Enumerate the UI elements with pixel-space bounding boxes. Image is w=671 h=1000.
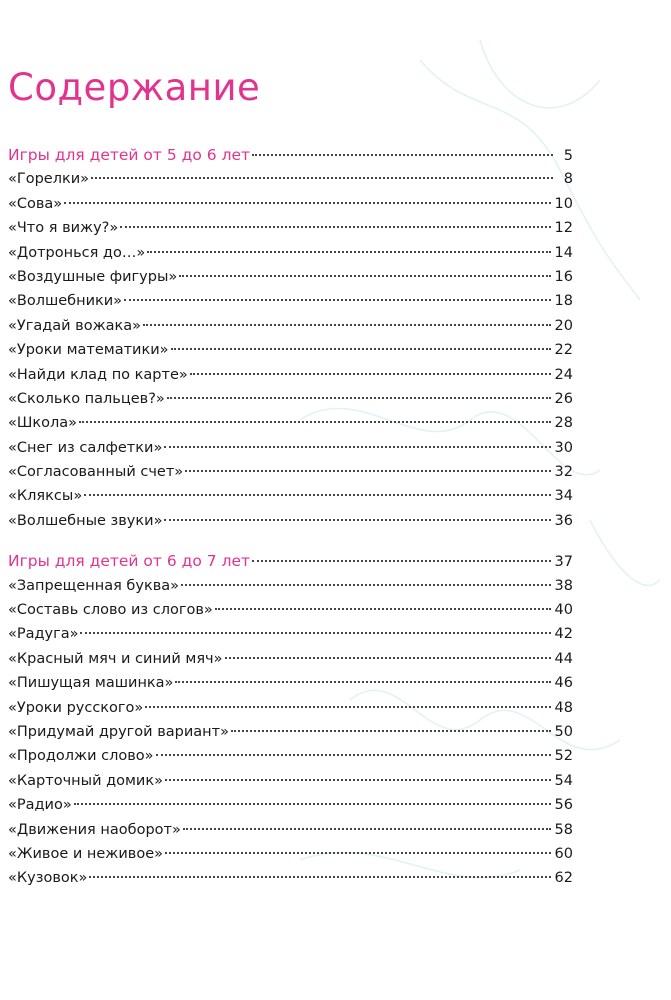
dot-leader [91,177,553,179]
dot-leader [215,608,551,610]
toc-entry[interactable] [8,744,573,768]
dot-leader [89,876,550,878]
toc-entry-title: «Запрещенная буква» [8,577,179,594]
toc-entry-title: «Кузовок» [8,870,88,887]
dot-leader [231,730,551,732]
dot-leader [175,681,550,683]
section-heading-label: Игры для детей от 6 до 7 лет [8,552,251,571]
toc-entry-title: «Волшебники» [8,293,123,310]
toc-entry[interactable] [8,622,573,646]
section-heading-label: Игры для детей от 5 до 6 лет [8,146,251,164]
toc-entry-title: «Кляксы» [8,488,83,505]
toc-entry-title: «Уроки русского» [8,699,144,716]
toc-entry-title: «Дотронься до…» [8,244,146,261]
dot-leader [167,397,551,399]
dot-leader [181,584,551,586]
dot-leader [179,275,550,277]
dot-leader [64,202,550,204]
toc-section-5-6 [8,143,573,533]
toc-entry-title: «Школа» [8,415,78,432]
page-number: 54 [554,772,573,789]
page-number: 37 [554,554,573,571]
page-number: 16 [554,268,573,285]
page-number: 40 [554,602,573,619]
toc-entry-title: «Составь слово из слогов» [8,602,213,619]
page-number: 20 [554,317,573,334]
page-number: 12 [554,220,573,237]
toc-entry[interactable] [8,769,573,793]
dot-leader [79,421,551,423]
page-number: 10 [554,195,573,212]
toc-entry-title: «Живое и неживое» [8,845,163,862]
page-number: 5 [563,148,573,164]
toc-entry-title: «Движения наоборот» [8,821,181,838]
dot-leader [74,803,551,805]
dot-leader [145,706,550,708]
page-number: 28 [554,415,573,432]
page-number: 34 [554,488,573,505]
toc-entry[interactable] [8,387,573,411]
page-number: 56 [554,797,573,814]
toc-entry-title: «Что я вижу?» [8,220,119,237]
toc-entry-title: «Снег из салфетки» [8,439,163,456]
toc-entry[interactable] [8,720,573,744]
toc-entry[interactable] [8,696,573,720]
dot-leader [225,657,551,659]
page-number: 14 [554,244,573,261]
page-number: 62 [554,870,573,887]
toc-entry-title: «Радуга» [8,626,79,643]
toc-entry-title: «Найди клад по карте» [8,366,188,383]
toc-entry[interactable] [8,574,573,598]
page-number: 50 [554,723,573,740]
toc-entry-title: «Пишущая машинка» [8,675,174,692]
page-number: 24 [554,366,573,383]
dot-leader [252,154,553,156]
toc-entry[interactable] [8,411,573,435]
toc-entry-title: «Горелки» [8,171,90,188]
toc-entry[interactable] [8,598,573,622]
dot-leader [156,754,551,756]
toc-entry-title: «Угадай вожака» [8,317,142,334]
page-number: 60 [554,845,573,862]
toc-entry-title: «Красный мяч и синий мяч» [8,650,223,667]
page-number: 44 [554,650,573,667]
toc-entry-title: «Придумай другой вариант» [8,723,229,740]
dot-leader [252,560,550,562]
page-number: 26 [554,390,573,407]
toc-entry-title: «Продолжи слово» [8,748,154,765]
toc-entry[interactable] [8,216,573,240]
page-title: Содержание [8,66,261,109]
toc-entry[interactable] [8,167,573,191]
toc-entry[interactable] [8,241,573,265]
toc-entry[interactable] [8,265,573,289]
section-heading[interactable] [8,549,573,573]
toc-entry[interactable] [8,793,573,817]
dot-leader [147,251,550,253]
toc-entry-title: «Радио» [8,797,72,814]
toc-entry[interactable] [8,647,573,671]
toc-entry[interactable] [8,460,573,484]
dot-leader [124,299,551,301]
toc-entry-title: «Сколько пальцев?» [8,390,165,407]
page-number: 36 [554,512,573,529]
toc-entry-title: «Уроки математики» [8,342,169,359]
toc-entry[interactable] [8,818,573,842]
toc-entry[interactable] [8,192,573,216]
dot-leader [165,779,551,781]
page-number: 52 [554,748,573,765]
dot-leader [171,348,551,350]
dot-leader [120,226,550,228]
toc-entry[interactable] [8,314,573,338]
dot-leader [183,828,551,830]
toc-entry[interactable] [8,509,573,533]
page-number: 30 [554,439,573,456]
dot-leader [164,446,550,448]
toc-entry[interactable] [8,363,573,387]
dot-leader [164,519,550,521]
toc-entry-title: «Согласованный счет» [8,464,184,481]
table-of-contents [8,143,573,891]
toc-entry[interactable] [8,338,573,362]
page-number: 42 [554,626,573,643]
toc-entry[interactable] [8,671,573,695]
dot-leader [80,632,550,634]
page-number: 22 [554,342,573,359]
dot-leader [165,852,551,854]
dot-leader [143,324,551,326]
page-number: 46 [554,675,573,692]
toc-entry[interactable] [8,484,573,508]
toc-entry[interactable] [8,866,573,890]
dot-leader [84,494,550,496]
page-number: 58 [554,821,573,838]
page-number: 48 [554,699,573,716]
section-heading[interactable] [8,143,573,167]
dot-leader [190,373,551,375]
toc-section-6-7 [8,549,573,890]
toc-entry-title: «Воздушные фигуры» [8,268,178,285]
toc-entry-title: «Карточный домик» [8,772,163,789]
page-number: 38 [554,577,573,594]
dot-leader [185,470,550,472]
page-number: 18 [554,293,573,310]
toc-entry[interactable] [8,436,573,460]
toc-entry-title: «Волшебные звуки» [8,512,163,529]
toc-entry[interactable] [8,289,573,313]
toc-entry[interactable] [8,842,573,866]
page-number: 8 [563,171,573,188]
toc-entry-title: «Сова» [8,195,63,212]
page-number: 32 [554,464,573,481]
